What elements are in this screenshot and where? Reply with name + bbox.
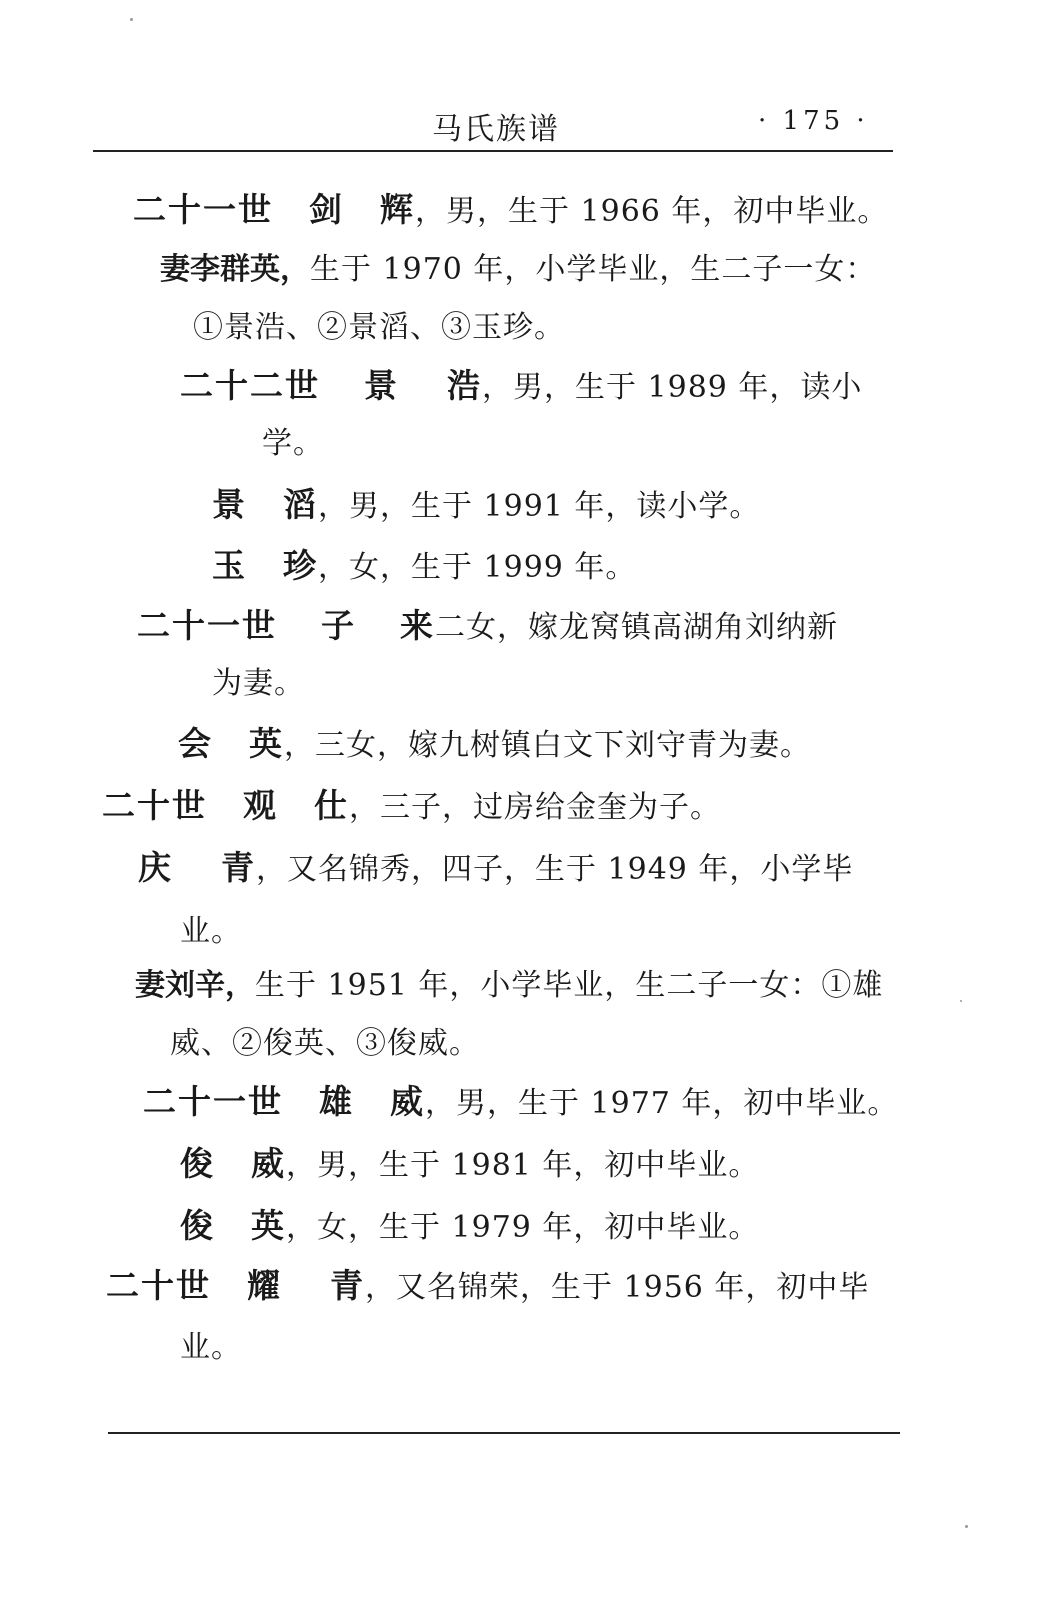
person-name: 俊 英 xyxy=(180,1206,286,1245)
entry-text: ，男，生于 1991 年，读小学。 xyxy=(318,489,761,524)
entry-text: 学。 xyxy=(262,426,324,461)
scan-speck xyxy=(965,1525,968,1528)
entry-line xyxy=(133,190,888,232)
entry-text: ，女，生于 1979 年，初中毕业。 xyxy=(286,1210,760,1245)
header-rule xyxy=(93,150,893,152)
person-name: 雄 威 xyxy=(319,1082,425,1121)
entry-text: 生于 1951 年，小学毕业，生二子一女：①雄 xyxy=(255,968,884,1003)
entry-line xyxy=(135,966,883,1006)
entry-text: 业。 xyxy=(180,1330,242,1365)
entry-text: ，男，生于 1981 年，初中毕业。 xyxy=(286,1148,760,1183)
entry-line xyxy=(193,308,565,348)
person-name: 景 滔 xyxy=(212,485,318,524)
entry-text: ，男，生于 1966 年，初中毕业。 xyxy=(415,194,889,229)
spouse-name: 妻李群英， xyxy=(160,252,310,287)
entry-text: 二女，嫁龙窝镇高湖角刘纳新 xyxy=(435,610,838,645)
entry-line xyxy=(212,485,760,527)
entry-line xyxy=(212,546,636,588)
scan-speck xyxy=(130,18,133,21)
entry-line xyxy=(180,912,242,952)
person-name: 玉 珍 xyxy=(212,546,318,585)
entry-text: ，又名锦秀，四子，生于 1949 年，小学毕 xyxy=(256,852,854,887)
person-name: 会 英 xyxy=(178,724,284,763)
person-name: 剑 辉 xyxy=(309,190,415,229)
footer-rule xyxy=(108,1432,900,1434)
page-number: · 175 · xyxy=(758,106,869,136)
entry-text: 威、②俊英、③俊威。 xyxy=(170,1026,480,1061)
entry-line xyxy=(180,1144,759,1186)
entry-text: ，三女，嫁九树镇白文下刘守青为妻。 xyxy=(284,728,811,763)
entry-line xyxy=(106,1266,869,1308)
entry-line xyxy=(138,848,853,890)
entry-text: 为妻。 xyxy=(212,666,305,701)
entry-line xyxy=(102,786,721,828)
entry-line xyxy=(212,664,305,704)
generation-label: 二十二世 xyxy=(180,366,320,405)
person-name: 景 浩 xyxy=(364,366,482,405)
scan-speck xyxy=(960,1000,962,1002)
entry-text: ，男，生于 1977 年，初中毕业。 xyxy=(425,1086,899,1121)
entry-line xyxy=(262,424,324,464)
person-name: 庆 青 xyxy=(138,848,256,887)
entry-text: 业。 xyxy=(180,914,242,949)
spouse-name: 妻刘辛， xyxy=(135,968,255,1003)
entry-line xyxy=(178,724,811,766)
generation-label: 二十世 xyxy=(106,1266,211,1305)
entry-text: ，女，生于 1999 年。 xyxy=(318,550,637,585)
person-name: 俊 威 xyxy=(180,1144,286,1183)
entry-line xyxy=(143,1082,898,1124)
running-header-title: 马氏族谱 xyxy=(432,112,560,147)
entry-text: 生于 1970 年，小学毕业，生二子一女： xyxy=(310,252,877,287)
entry-line xyxy=(180,1206,759,1248)
generation-label: 二十一世 xyxy=(137,606,277,645)
entry-text: ，三子，过房给金奎为子。 xyxy=(349,790,721,825)
person-name: 子 来 xyxy=(321,606,435,645)
generation-label: 二十一世 xyxy=(143,1082,283,1121)
entry-text: ，又名锦荣，生于 1956 年，初中毕 xyxy=(365,1270,870,1305)
entry-line xyxy=(180,366,862,408)
entry-text: ，男，生于 1989 年，读小 xyxy=(482,370,863,405)
entry-line xyxy=(180,1328,242,1368)
generation-label: 二十一世 xyxy=(133,190,273,229)
entry-line xyxy=(170,1024,480,1064)
generation-label: 二十世 xyxy=(102,786,207,825)
person-name: 观 仕 xyxy=(243,786,349,825)
entry-line xyxy=(137,606,838,648)
entry-text: ①景浩、②景滔、③玉珍。 xyxy=(193,310,565,345)
entry-line xyxy=(160,250,876,290)
person-name: 耀 青 xyxy=(247,1266,365,1305)
